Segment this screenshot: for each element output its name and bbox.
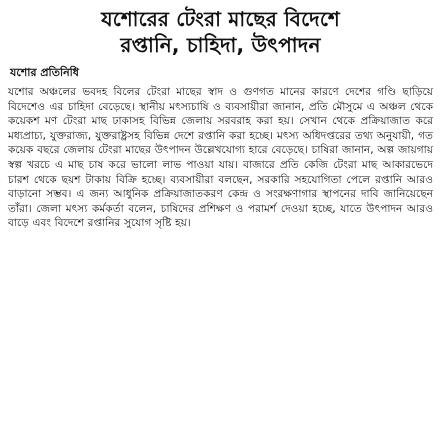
byline: যশোর প্রতিনিধি — [10, 66, 79, 79]
article-body: যশোর অঞ্চলের ভবদহ বিলের টেংরা মাছের স্বাদ ও গুণগত মানের কারণে দেশের গণ্ডি ছাড়িয়ে বিদেশেও এর চাহিদা বেড়েছে। স্থানীয় মৎস্যচাষি ও ব্যবসায়ীরা জানান, প্রতি মৌসুমে এ অঞ্চল থেকে কয়েকশ মণ টেংরা মাছ ঢাকাসহ বিভিন্ন জেলায় সরবরাহ করা হয়। সেখান থেকে প্রক্রিয়াজাত করে মধ্যপ্রাচ্য, যুক্তরাজ্য, যুক্তরাষ্ট্রসহ বিভিন্ন দেশে রপ্তানি করা হচ্ছে। মৎস্য অধিদপ্তরের তথ্য অনুযায়ী, গত কয়েক বছরে জেলায় টেংরা মাছের উৎপাদন উল্লেখযোগ্য হারে বেড়েছে। চাষিরা জানান, অল্প জায়গায় স্বল্প খরচে এ মাছ চাষ করে ভালো লাভ পাওয়া যায়। বাজারে প্রতি কেজি টেংরা মাছ আকারভেদে চারশ থেকে ছয়শ টাকায় বিক্রি হচ্ছে। ব্যবসায়ীরা বলছেন, সরকারি সহযোগিতা পেলে রপ্তানি আরও বাড়ানো সম্ভব। এ জন্য আধুনিক প্রক্রিয়াজাতকরণ কেন্দ্র ও সংরক্ষণাগার স্থাপনের দাবি জানিয়েছেন তাঁরা। জেলা মৎস্য কর্মকর্তা বলেন, চাষিদের প্রশিক্ষণ ও পরামর্শ দেওয়া হচ্ছে, যাতে উৎপাদন আরও বাড়ে এবং বিদেশে রপ্তানির সুযোগ সৃষ্টি হয়। — [8, 86, 433, 230]
headline-line-1: যশোরের টেংরা মাছের বিদেশে — [101, 7, 340, 31]
headline-line-2: রপ্তানি, চাহিদা, উৎপাদন — [120, 33, 321, 57]
headline — [8, 6, 433, 58]
